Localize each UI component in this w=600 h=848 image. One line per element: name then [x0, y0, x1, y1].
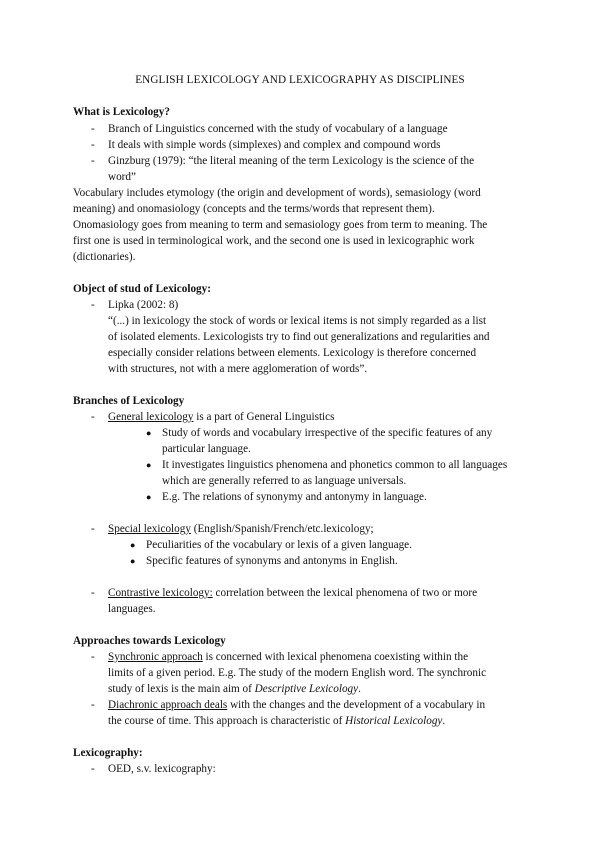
list-item: Lipka (2002: 8)	[108, 299, 179, 311]
term-special-lexicology: Special lexicology	[108, 523, 191, 535]
heading-object-of-study: Object of stud of Lexicology:	[73, 283, 211, 295]
list-item-general-lexicology	[108, 409, 334, 425]
dash-marker: -	[91, 699, 95, 711]
list-item-synchronic	[108, 649, 468, 665]
sub-list-item: Study of words and vocabulary irrespective of the specific features of any	[162, 427, 493, 439]
term-synchronic-approach: Synchronic approach	[108, 651, 203, 663]
quote-line: with structures, not with a mere agglomeration of words”.	[108, 363, 368, 375]
list-item: Ginzburg (1979): “the literal meaning of the term Lexicology is the science of the	[108, 155, 475, 167]
dash-marker: -	[91, 411, 95, 423]
list-item: Branch of Linguistics concerned with the study of vocabulary of a language	[108, 123, 448, 135]
bullet-marker: ●	[130, 556, 136, 566]
bullet-marker: ●	[146, 460, 152, 470]
term-general-lexicology: General lexicology	[108, 411, 194, 423]
paragraph-line: first one is used in terminological work, and the second one is used in lexicographic work	[73, 235, 475, 247]
paragraph-line: Onomasiology goes from meaning to term and semasiology goes from term to meaning. The	[73, 219, 488, 231]
list-item-diachronic	[108, 697, 485, 713]
bullet-marker: ●	[146, 428, 152, 438]
dash-marker: -	[91, 299, 95, 311]
term-descriptive-lexicology: Descriptive Lexicology	[254, 683, 359, 695]
list-item-continuation: limits of a given period. E.g. The study of the modern English word. The synchronic	[108, 667, 487, 679]
sub-list-item: E.g. The relations of synonymy and antonymy in language.	[162, 491, 427, 503]
heading-what-is-lexicology: What is Lexicology?	[73, 106, 170, 118]
dash-marker: -	[91, 155, 95, 167]
sub-list-item: Peculiarities of the vocabulary or lexis of a given language.	[146, 539, 412, 551]
document-title: ENGLISH LEXICOLOGY AND LEXICOGRAPHY AS DISCIPLINES	[135, 74, 465, 86]
heading-approaches: Approaches towards Lexicology	[73, 635, 226, 647]
sub-list-item: It investigates linguistics phenomena and phonetics common to all languages	[162, 459, 508, 471]
list-item-text: is concerned with lexical phenomena coexisting within the	[202, 651, 469, 663]
list-item-contrastive-lexicology	[108, 585, 477, 601]
list-item-text: study of lexis is the main aim of	[108, 683, 255, 695]
punctuation: .	[358, 683, 361, 695]
quote-line: especially consider relations between elements. Lexicology is therefore concerned	[108, 347, 477, 359]
dash-marker: -	[91, 587, 95, 599]
heading-branches: Branches of Lexicology	[73, 395, 185, 407]
list-item-text: correlation between the lexical phenomena of two or more	[212, 587, 478, 599]
heading-lexicography: Lexicography:	[73, 747, 143, 759]
list-item-text: the course of time. This approach is characteristic of	[108, 715, 346, 727]
term-historical-lexicology: Historical Lexicology	[345, 715, 443, 727]
list-item-continuation: languages.	[108, 603, 156, 615]
paragraph-line: (dictionaries).	[73, 251, 136, 263]
list-item-text: (English/Spanish/French/etc.lexicology;	[190, 523, 374, 535]
paragraph-line: meaning) and onomasiology (concepts and the terms/words that represent them).	[73, 203, 435, 215]
list-item: OED, s.v. lexicography:	[108, 763, 216, 775]
sub-list-item-continuation: particular language.	[162, 443, 251, 455]
term-contrastive-lexicology: Contrastive lexicology:	[108, 587, 213, 599]
list-item-continuation	[108, 713, 445, 729]
sub-list-item: Specific features of synonyms and antonyms in English.	[146, 555, 398, 567]
bullet-marker: ●	[130, 540, 136, 550]
list-item-special-lexicology	[108, 521, 374, 537]
sub-list-item-continuation: which are generally referred to as language universals.	[162, 475, 407, 487]
bullet-marker: ●	[146, 492, 152, 502]
dash-marker: -	[91, 123, 95, 135]
quote-line: “(...) in lexicology the stock of words or lexical items is not simply regarded as a list	[108, 315, 487, 327]
dash-marker: -	[91, 139, 95, 151]
list-item-continuation	[108, 681, 361, 697]
list-item-continuation: word”	[108, 171, 136, 183]
quote-line: of isolated elements. Lexicologists try to find out generalizations and regularities and	[108, 331, 490, 343]
term-diachronic-approach: Diachronic approach deals	[108, 699, 228, 711]
dash-marker: -	[91, 651, 95, 663]
dash-marker: -	[91, 763, 95, 775]
list-item-text: with the changes and the development of a vocabulary in	[227, 699, 486, 711]
dash-marker: -	[91, 523, 95, 535]
punctuation: .	[442, 715, 446, 727]
list-item-text: is a part of General Linguistics	[193, 411, 335, 423]
paragraph-line: Vocabulary includes etymology (the origin and development of words), semasiology (word	[73, 187, 481, 199]
list-item: It deals with simple words (simplexes) and complex and compound words	[108, 139, 441, 151]
